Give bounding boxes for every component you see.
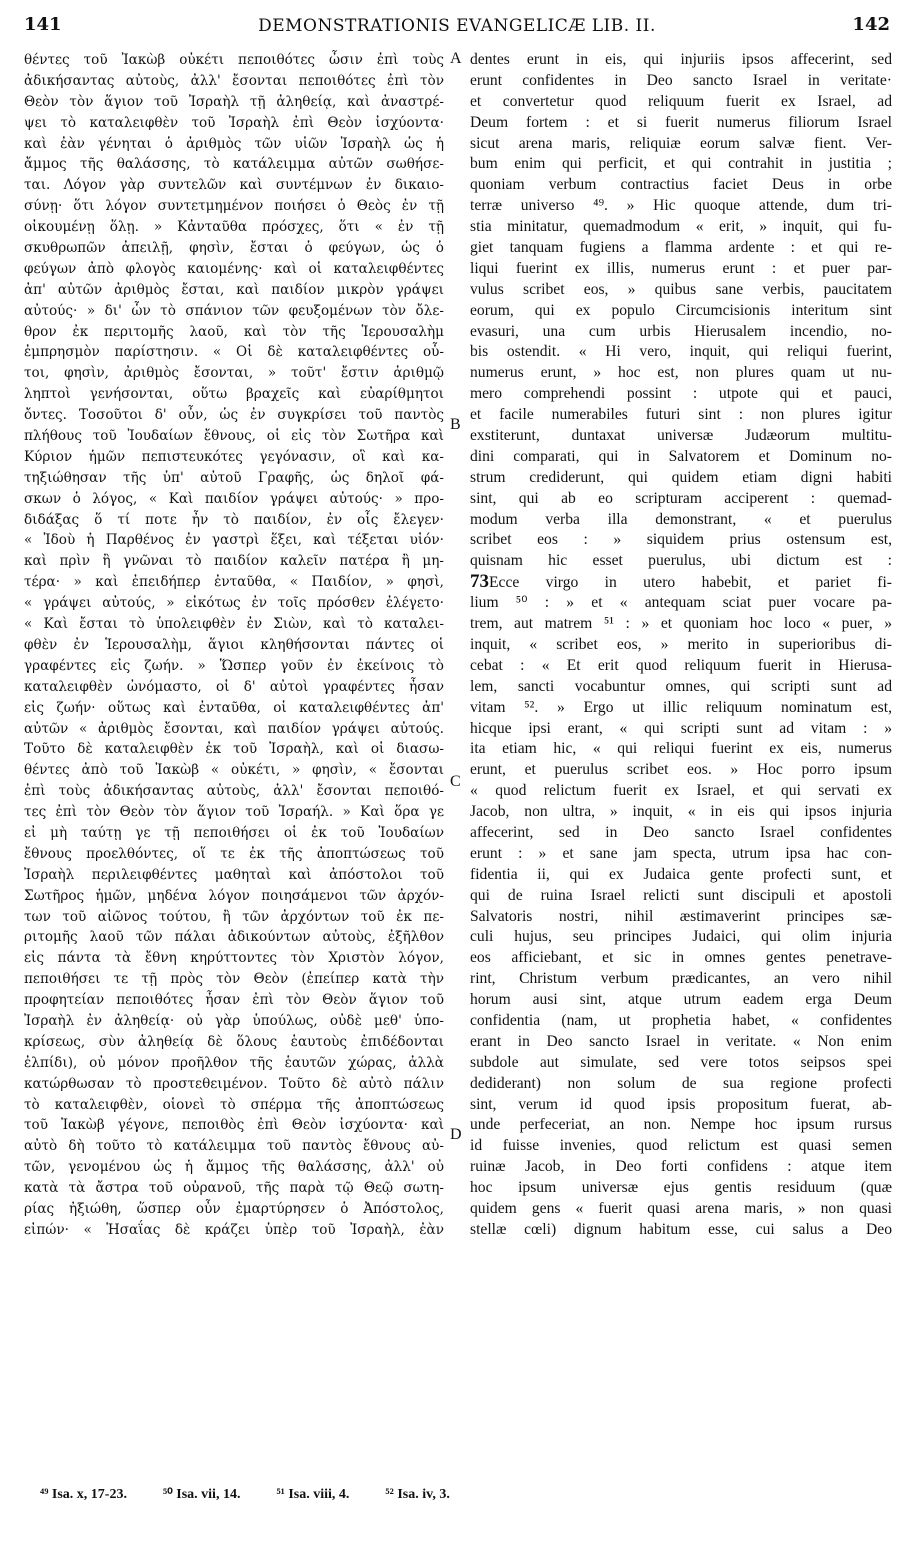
text-line: διδάξας ὅ τί ποτε ἦν τὸ παιδίον, ἐν οἷς ἔλεγεν·	[24, 511, 444, 528]
text-line: πεποιθήσει τε τῇ πρὸς τὸν Θεὸν (ἐπείπερ κατὰ τὴν	[24, 971, 444, 988]
text-line: Salvatoris nostri, nihil æstimaverint principes sæ-	[470, 907, 892, 925]
text-line: αὐτῶν « ἀριθμὸς ἔσονται, καὶ παιδίον γράψει αὐτούς.	[24, 720, 444, 737]
latin-column	[470, 50, 892, 1241]
text-line: terræ universo ⁴⁹. » Hic quoque attende, dum tri-	[470, 197, 892, 215]
text-line: numerus erunt, » hoc est, non plures quam ut nu-	[470, 364, 892, 382]
text-line: « γράψει αὐτούς, » εἰκότως ἐν τοῖς πρόσθεν ἐλέγετο·	[24, 595, 444, 612]
greek-column	[24, 50, 444, 1241]
text-line: ἀπ' αὐτῶν ἀριθμὸς ἔσται, καὶ παιδίον μικρὸν γράψει	[24, 281, 444, 298]
text-line: « Ἰδοὺ ἡ Παρθένος ἐν γαστρὶ ἕξει, καὶ τέξεται υἱόν·	[24, 532, 444, 549]
text-line: καὶ πρὶν ἢ γνῶναι τὸ παιδίον καλεῖν πατέρα ἢ μη-	[24, 553, 444, 570]
text-line: Σωτῆρος ἡμῶν, μηδένα λόγον ποιησάμενοι τῶν ἀρχόν-	[24, 887, 444, 904]
text-line: ὄντες. Τοσοῦτοι δ' οὖν, ὡς ἐν συγκρίσει τοῦ παντὸς	[24, 407, 444, 424]
text-line: εἰς πάντα τὰ ἔθνη κηρύττοντες τὸν Χριστὸν λόγον,	[24, 950, 444, 967]
text-line: erunt, et puerulus scribet eos. » Hoc porro ipsum	[470, 761, 892, 779]
text-line: ἄμμος τῆς θαλάσσης, τὸ κατάλειμμα αὐτῶν σωθήσε-	[24, 156, 444, 173]
text-line: ἐμπρησμὸν παρίστησιν. « Οἱ δὲ καταλειφθέντες οὗ-	[24, 344, 444, 361]
text-line: Ἰσραὴλ ἐν ἀληθείᾳ· οὐ γὰρ ὑπούλως, οὐδὲ μεθ' ὑπο-	[24, 1012, 444, 1029]
text-line: erant in Deo sancto Israel in veritate. « Non enim	[470, 1032, 892, 1050]
page-header	[24, 14, 890, 40]
text-line: sint, verum id quod ipsis propositum fuerat, ab-	[470, 1095, 892, 1113]
text-line: Θεὸν τὸν ἅγιον τοῦ Ἰσραὴλ τῇ ἀληθείᾳ, καὶ ἀναστρέ-	[24, 93, 444, 110]
text-line: σκυθρωπῶν ἀπειλῇ, φησὶν, ἔσται ὁ φεύγων, ὡς ὁ	[24, 240, 444, 257]
text-line: ριτομῆς λαοῦ τῶν πάλαι ἀδικούντων αὐτοὺς, ἐξῆλθον	[24, 929, 444, 946]
text-line: modum verba illa demonstrant, « et puerulus	[470, 510, 892, 528]
text-line: giet tanquam fugiens a flamma ardente : et qui re-	[470, 239, 892, 257]
text-line: σκων ὁ λόγος, « Καὶ παιδίον γράψει αὐτούς· » προ-	[24, 490, 444, 507]
text-line-rest: Ecce virgo in utero habebit, et pariet fi-	[489, 574, 892, 592]
text-line: eorum, qui ex populo Circumcisionis interitum sint	[470, 301, 892, 319]
footnote: ⁴⁹ Isa. x, 17-23.	[40, 1487, 127, 1502]
text-line: liqui fuerint ex illis, numerus erunt : et puer par-	[470, 259, 892, 277]
text-line: Jacob, non ultra, » inquit, « in eis qui ipsos injuria	[470, 803, 892, 821]
text-line: αὐτὸ δὴ τοῦτο τὸ κατάλειμμα τοῦ παντὸς ἔθνους αὐ-	[24, 1138, 444, 1155]
text-line: affecerint, sed in Deo sancto Israel confidentes	[470, 823, 892, 841]
text-line: κατὰ τὰ ἄστρα τοῦ οὐρανοῦ, τῆς παρὰ τῷ Θεῷ σωτη-	[24, 1180, 444, 1197]
text-line: φθὲν ἐν Ἱερουσαλὴμ, ἅγιοι κληθήσονται πάντες οἱ	[24, 636, 444, 653]
footnote: ⁵¹ Isa. viii, 4.	[276, 1487, 350, 1502]
text-line: culi hujus, seu principes Judaici, qui olim injuria	[470, 928, 892, 946]
text-line: sicut arena maris, reliquiæ eorum salvæ fient. Ver-	[470, 134, 892, 152]
text-line: et facile numerabiles futuri sint : non plures igitur	[470, 406, 892, 424]
text-line: καὶ ἐὰν γένηται ὁ ἀριθμὸς τῶν υἱῶν Ἰσραὴλ ὡς ἡ	[24, 135, 444, 152]
text-line: rint, Christum verbum prædicantes, an vero nihil	[470, 970, 892, 988]
text-line: φεύγων ἀπὸ φλογὸς καιομένης· καὶ οἱ καταλειφθέντες	[24, 260, 444, 277]
text-line: bum enim qui perficit, et qui contrahit in justitia ;	[470, 155, 892, 173]
text-line: evasuri, una cum urbis Hierusalem incendio, no-	[470, 322, 892, 340]
text-line: ἐλπίδι), οὐ μόνον προῆλθον τῆς ἑαυτῶν χώρας, ἀλλὰ	[24, 1054, 444, 1071]
text-line: unde perfeceriat, an non. Nempe hoc ipsum rursus	[470, 1116, 892, 1134]
text-line: lem, sancti vocabuntur omnes, qui scripti sunt ad	[470, 677, 892, 695]
text-line: trem, aut matrem ⁵¹ : » et quoniam hoc loco « puer, »	[470, 615, 892, 633]
margin-marker-b: B	[450, 416, 461, 433]
page-number-left: 141	[24, 14, 62, 35]
text-line: hoc ipsum universæ ejus gentis residuum (quæ	[470, 1179, 892, 1197]
text-line: πλήθους τοῦ Ἰουδαίων ἔθνους, οἱ εἰς τὸν Σωτῆρα καὶ	[24, 428, 444, 445]
text-line: εἰς ζωήν· οὕτως καὶ ἐνταῦθα, οἱ καταλειφθέντες ἀπ'	[24, 699, 444, 716]
margin-marker-a: A	[450, 50, 462, 67]
text-line: mero comprehendi possint : utpote qui et pauci,	[470, 385, 892, 403]
text-line: strum crediderunt, qui quidem etiam digni habiti	[470, 468, 892, 486]
text-line: hicque ipsi erant, « qui scripti sunt ad vitam : »	[470, 719, 892, 737]
text-line: τέρα· » καὶ ἐπειδήπερ ἐνταῦθα, « Παιδίον, » φησὶ,	[24, 574, 444, 591]
text-line: τηξιώθησαν τῆς ὑπ' αὐτοῦ Γραφῆς, ὡς δηλοῖ φά-	[24, 469, 444, 486]
text-line: Deum fortem : et si fuerit numerus filiorum Israel	[470, 113, 892, 131]
text-line: των τοῦ αἰῶνος τούτου, ἢ τῶν ἀρχόντων τοῦ ἐκ πε-	[24, 908, 444, 925]
text-line: ἔθνους προελθόντες, οἵ τε ἐκ τῆς ἀποπτώσεως τοῦ	[24, 845, 444, 862]
text-line: subdole aut simulate, sed vere totos seipsos spei	[470, 1053, 892, 1071]
text-line: ita etiam hic, « qui reliqui fuerint ex eis, numerus	[470, 740, 892, 758]
text-line: exstiterunt, duntaxat universæ Judæorum multitu-	[470, 427, 892, 445]
text-line: erunt confidentes in Deo sancto Israel in veritate·	[470, 71, 892, 89]
text-line: οἰκουμένῃ ὅλῃ. » Κἀνταῦθα πρόσχες, ὅτι « ἐν τῇ	[24, 219, 444, 236]
text-line: scribet eos : » siquidem prius ostensum est,	[470, 531, 892, 549]
text-line: lium ⁵⁰ : » et « antequam sciat puer vocare pa-	[470, 594, 892, 612]
text-line: confidentia (nam, ut prophetia habet, « confidentes	[470, 1011, 892, 1029]
text-line: σύνῃ· ὅτι λόγον συντετμημένον ποιήσει ὁ Θεὸς ἐν τῇ	[24, 198, 444, 215]
text-line: fidentia ii, qui ex Judaica gente profecti sunt, et	[470, 865, 892, 883]
text-line: Ἰσραὴλ περιλειφθέντες μαθηταὶ καὶ ἀπόστολοι τοῦ	[24, 866, 444, 883]
text-line: ἀδικήσαντας αὐτοὺς, ἀλλ' ἔσονται πεποιθότες ἐπὶ τὸν	[24, 72, 444, 89]
text-line: εἰπών· « Ἡσαΐας δὲ κράζει ὑπὲρ τοῦ Ἰσραὴλ, ἐὰν	[24, 1221, 444, 1238]
text-line: bis ostendit. « Hi vero, inquit, qui reliqui fuerint,	[470, 343, 892, 361]
footnotes	[40, 1486, 890, 1503]
text-line: τοι, φησὶν, ἀριθμὸς ἔσονται, » τοῦτ' ἔστιν ἀριθμῷ	[24, 365, 444, 382]
text-line: τοῦ Ἰακὼβ γέγονε, πεποιθὸς ἐπὶ Θεὸν ἰσχύοντα· καὶ	[24, 1117, 444, 1134]
text-line: Κύριον ἡμῶν πεπιστευκότες γεγόνασιν, οἳ καὶ κα-	[24, 448, 444, 465]
text-line: quisnam hic esset puerulus, ubi dictum est :	[470, 552, 892, 570]
text-line: καταλειφθὲν ὠνόμαστο, οἱ δ' αὐτοὶ γραφέντες ἦσαν	[24, 678, 444, 695]
text-line: stia minitatur, quemadmodum « erit, » inquit, qui fu-	[470, 218, 892, 236]
text-line: cebat : « Et erit quod reliquum fuerit in Hierusa-	[470, 656, 892, 674]
running-title: DEMONSTRATIONIS EVANGELICÆ LIB. II.	[258, 16, 656, 36]
text-line: τὸ καταλειφθὲν, οἱονεὶ τὸ σπέρμα τῆς ἀποπτώσεως	[24, 1096, 444, 1113]
text-line: εἰ μὴ ταύτῃ γε τῇ πεποιθήσει οἱ ἐκ τοῦ Ἰουδαίων	[24, 824, 444, 841]
text-line: « Καὶ ἔσται τὸ ὑπολειφθὲν ἐν Σιὼν, καὶ τὸ καταλει-	[24, 616, 444, 633]
margin-marker-d: D	[450, 1126, 462, 1143]
text-line: θέντες τοῦ Ἰακὼβ οὐκέτι πεποιθότες ὦσιν ἐπὶ τοὺς	[24, 52, 444, 68]
text-line: τῶν, γενομένου ὡς ἡ ἄμμος τῆς θαλάσσης, ἀλλ' οὐ	[24, 1159, 444, 1176]
text-line: ἐπὶ τοὺς ἀδικήσαντας αὐτοὺς, ἀλλ' ἔσονται πεποιθό-	[24, 783, 444, 800]
text-line: vitam ⁵². » Ergo ut illic reliquum nominatum est,	[470, 698, 892, 716]
text-line: eos afficiebant, et sic in omnes gentes penetrave-	[470, 949, 892, 967]
text-line: θρον ἐκ περιτομῆς λαοῦ, καὶ τὸν τῆς Ἱερουσαλὴμ	[24, 323, 444, 340]
text-line: κατώρθωσαν τὸ προστεθειμένον. Τοῦτο δὲ αὐτὸ πάλιν	[24, 1075, 444, 1092]
text-line: stellæ cœli) dignum habitum esse, cui salus a Deo	[470, 1220, 892, 1238]
text-line: ληπτοὶ γενήσονται, οὕτω βραχεῖς καὶ εὐαρίθμητοι	[24, 386, 444, 403]
text-line: θέντες ἀπὸ τοῦ Ἰακὼβ « οὐκέτι, » φησὶν, « ἔσονται	[24, 762, 444, 779]
footnote: ⁵⁰ Isa. vii, 14.	[162, 1487, 241, 1502]
text-line: id fuisse invenies, quod relictum est quasi semen	[470, 1137, 892, 1155]
text-line: horum ausi sint, atque utrum eadem erga Deum	[470, 991, 892, 1009]
text-line: ται. Λόγον γὰρ συντελῶν καὶ συντέμνων ἐν δικαιο-	[24, 177, 444, 194]
text-line: erunt : » et sane jam specta, utrum ipsa hac con-	[470, 844, 892, 862]
text-line-with-section-number	[470, 572, 892, 593]
page-number-right: 142	[852, 14, 890, 35]
text-line: ρίας ἠξιώθη, ὥσπερ οὖν ἐμαρτύρησεν ὁ Ἀπόστολος,	[24, 1200, 444, 1217]
text-line: ruinæ Jacob, in Deo forti confidens : atque item	[470, 1158, 892, 1176]
text-line: αὐτούς· » δι' ὧν τὸ σπάνιον τῶν φευξομένων τὸν ὄλε-	[24, 302, 444, 319]
text-line: dini comparati, qui in Salvatorem et Dominum no-	[470, 447, 892, 465]
text-line: quidem gens « fuerit quasi arena maris, » non quasi	[470, 1199, 892, 1217]
text-line: et convertetur quod reliquum fuerit ex Israel, ad	[470, 92, 892, 110]
text-line: qui de ruina Israel relicti sunt discipuli et apostoli	[470, 886, 892, 904]
section-number: 73	[470, 572, 489, 593]
text-line: sint, qui ab eo scripturam acciperent : quemad-	[470, 489, 892, 507]
text-line: Τοῦτο δὲ καταλειφθὲν ἐκ τοῦ Ἰσραὴλ, καὶ οἱ διασω-	[24, 741, 444, 758]
text-line: « quod relictum fuerit ex Israel, et qui servati ex	[470, 782, 892, 800]
text-line: dentes erunt in eis, qui injuriis ipsos affecerint, sed	[470, 51, 892, 68]
text-line: προφητείαν πεποιθότες ἦσαν ἐπὶ τὸν Θεὸν ἅγιον τοῦ	[24, 992, 444, 1009]
margin-marker-c: C	[450, 773, 461, 790]
text-line: quoniam verbum contractius faciet Deus in orbe	[470, 176, 892, 194]
text-line: vulus scribet eos, » quibus sane verbis, paucitatem	[470, 280, 892, 298]
text-line: ψει τὸ καταλειφθὲν τοῦ Ἰσραὴλ ἐπὶ Θεὸν ἰσχύοντα·	[24, 114, 444, 131]
text-line: inquit, « scribet eos, » merito in superioribus di-	[470, 635, 892, 653]
text-line: κρίσεως, σὺν ἀληθείᾳ δὲ ὅλους ἑαυτοὺς ἐπιδέδονται	[24, 1033, 444, 1050]
text-line: τες ἐπὶ τὸν Θεὸν τὸν ἅγιον τοῦ Ἰσραήλ. » Καὶ ὅρα γε	[24, 804, 444, 821]
footnote: ⁵² Isa. iv, 3.	[385, 1487, 450, 1502]
text-line: dediderant) non solum de sua regione profecti	[470, 1074, 892, 1092]
text-line: γραφέντες εἰς ζωήν. » Ὥσπερ γοῦν ἐν ἐκείνοις τὸ	[24, 657, 444, 674]
